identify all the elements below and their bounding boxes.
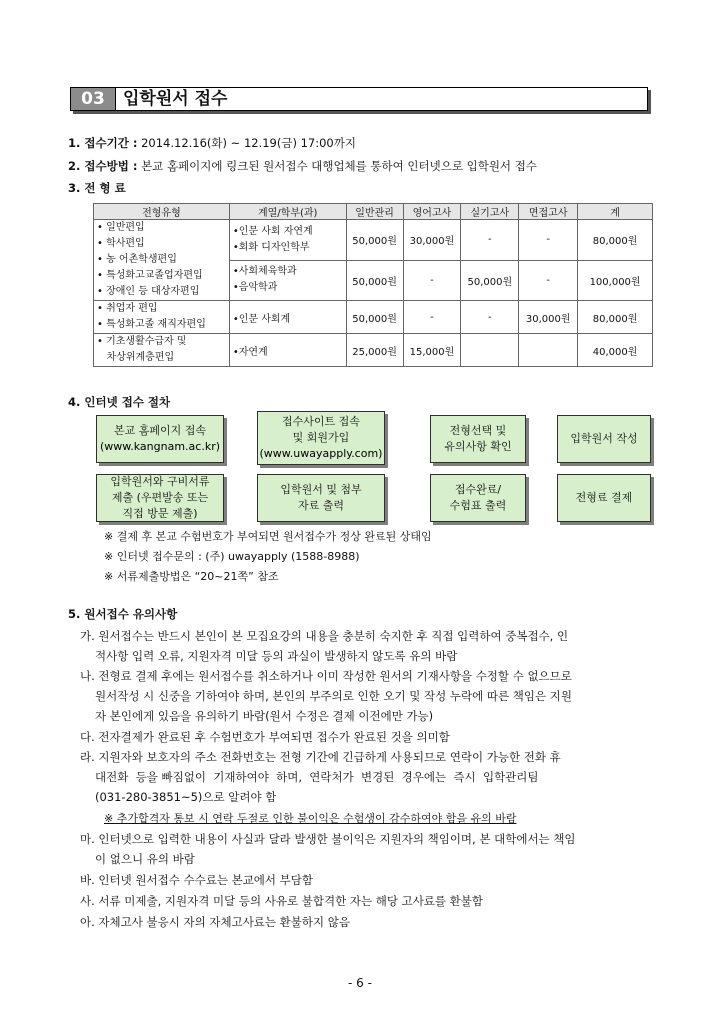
fee-cell <box>461 334 519 367</box>
caution-na-cont: 자 본인에게 있음을 유의하기 바람(원서 수정은 결제 이전에만 가능) <box>95 709 434 723</box>
flow-step-complete: 접수완료/ 수험표 출력 <box>430 474 526 522</box>
dept-cell: •인문 사회계 <box>229 301 346 334</box>
flow-note: ※ 서류제출방법은 “20~21쪽” 참조 <box>104 570 279 583</box>
fee-cell: 80,000원 <box>578 220 653 261</box>
caution-sa: 사. 서류 미제출, 지원자격 미달 등의 사유로 불합격한 자는 해당 고사료를 환불함 <box>80 894 484 908</box>
fee-cell: 80,000원 <box>578 301 653 334</box>
flow-step-select: 전형선택 및 유의사항 확인 <box>430 415 526 463</box>
fee-cell: 40,000원 <box>578 334 653 367</box>
page-number: - 6 - <box>348 976 372 990</box>
fee-cell <box>519 334 578 367</box>
table-header: 계 <box>578 204 653 220</box>
type-cell: • 취업자 편입 • 특성화고졸 재직자편입 <box>94 301 230 334</box>
period-line <box>68 135 356 151</box>
table-row <box>94 334 653 367</box>
table-row <box>94 301 653 334</box>
method-line <box>68 158 537 174</box>
fee-cell: - <box>461 301 519 334</box>
section-number: 03 <box>71 88 116 110</box>
fee-cell: 15,000원 <box>403 334 461 367</box>
fee-cell: - <box>519 260 578 301</box>
fee-cell: 50,000원 <box>346 260 403 301</box>
flow-note: ※ 인터넷 접수문의 : (주) uwayapply (1588-8988) <box>104 550 360 563</box>
period-label: 1. 접수기간 : <box>68 136 138 150</box>
flow-step-print: 입학원서 및 첨부 자료 출력 <box>257 474 385 522</box>
fee-cell: 50,000원 <box>346 301 403 334</box>
caution-ra-note: ※ 추가합격자 통보 시 연락 두절로 인한 불이익은 수험생이 감수하여야 함을 유의 바람 <box>104 812 517 825</box>
table-header: 실기고사 <box>461 204 519 220</box>
dept-cell: •사회체육학과 •음악학과 <box>229 260 346 301</box>
caution-ma-cont: 이 없으니 유의 바람 <box>95 852 195 866</box>
table-header: 일반관리 <box>346 204 403 220</box>
fee-cell: - <box>403 260 461 301</box>
caution-ra-cont: (031-280-3851~5)으로 알려야 함 <box>95 790 277 804</box>
caution-ga-cont: 적사항 입력 오류, 지원자격 미달 등의 과실이 발생하지 않도록 유의 바람 <box>95 649 458 663</box>
fee-cell: - <box>519 220 578 261</box>
table-header-row <box>94 204 653 220</box>
homepage-link[interactable]: (www.kangnam.ac.kr) <box>99 440 221 453</box>
fee-table <box>93 203 653 367</box>
method-value: 본교 홈페이지에 링크된 원서접수 대행업체를 통하여 인터넷으로 입학원서 접수 <box>141 159 537 173</box>
caution-ma: 마. 인터넷으로 입력한 내용이 사실과 달라 발생한 불이익은 지원자의 책임이며, 본 대학에서는 책임 <box>80 832 576 846</box>
section-title: 입학원서 접수 <box>123 89 228 109</box>
table-header: 계열/학부(과) <box>229 204 346 220</box>
fee-cell: - <box>461 220 519 261</box>
fee-cell: - <box>403 301 461 334</box>
fee-cell: 50,000원 <box>461 260 519 301</box>
fee-cell: 25,000원 <box>346 334 403 367</box>
caution-ra-cont: 대전화 등을 빠짐없이 기재하여야 하며, 연락처가 변경된 경우에는 즉시 입학관리팀 <box>95 770 539 784</box>
type-cell: • 일반편입 • 학사편입 • 농 어촌학생편입 • 특성화고교졸업자편입 • 장애인 등 대상자편입 <box>94 220 230 301</box>
dept-cell: •인문 사회 자연계 •회화 디자인학부 <box>229 220 346 261</box>
flow-note: ※ 결제 후 본교 수험번호가 부여되면 원서접수가 정상 완료된 상태임 <box>104 530 432 543</box>
table-header: 전형유형 <box>94 204 230 220</box>
caution-na: 나. 전형료 결제 후에는 원서접수를 취소하거나 이미 작성한 원서의 기재사항을 수정할 수 없으므로 <box>80 669 572 683</box>
flow-step-submit-docs: 입학원서와 구비서류 제출 (우편발송 또는 직접 방문 제출) <box>96 474 224 522</box>
caution-ga: 가. 원서접수는 반드시 본인이 본 모집요강의 내용을 충분히 숙지한 후 직접 입력하여 중복접수, 인 <box>80 629 569 643</box>
period-value: 2014.12.16(화) ~ 12.19(금) 17:00까지 <box>141 136 356 150</box>
table-header: 영어고사 <box>403 204 461 220</box>
flow-step-write: 입학원서 작성 <box>557 415 651 463</box>
caution-ba: 바. 인터넷 원서접수 수수료는 본교에서 부담함 <box>80 873 314 887</box>
flow-title: 4. 인터넷 접수 절차 <box>68 395 171 409</box>
caution-ra: 라. 지원자와 보호자의 주소 전화번호는 전형 기간에 긴급하게 사용되므로 연락이 가능한 전화 휴 <box>80 750 561 764</box>
fee-cell: 100,000원 <box>578 260 653 301</box>
section-header <box>70 87 648 111</box>
method-label: 2. 접수방법 : <box>68 159 138 173</box>
table-header: 면접고사 <box>519 204 578 220</box>
fee-title: 3. 전 형 료 <box>68 181 126 195</box>
dept-cell: •자연계 <box>229 334 346 367</box>
fee-cell: 30,000원 <box>519 301 578 334</box>
caution-na-cont: 원서작성 시 신중을 기하여야 하며, 본인의 부주의로 인한 오기 및 작성 누락에 따른 책임은 지원 <box>95 689 572 703</box>
fee-cell: 30,000원 <box>403 220 461 261</box>
fee-cell: 50,000원 <box>346 220 403 261</box>
caution-da: 다. 전자결제가 완료된 후 수험번호가 부여되면 접수가 완료된 것을 의미함 <box>80 730 450 744</box>
flow-step-signup: 접수사이트 접속 및 회원가입 (www.uwayapply.com) <box>257 411 385 465</box>
uwayapply-link[interactable]: (www.uwayapply.com) <box>259 447 383 460</box>
cautions-title: 5. 원서접수 유의사항 <box>68 607 178 621</box>
caution-a: 아. 자체고사 불응시 자의 자체고사료는 환불하지 않음 <box>80 915 350 929</box>
type-cell: • 기초생활수급자 및 차상위계층편입 <box>94 334 230 367</box>
flow-step-payment: 전형료 결제 <box>557 474 651 522</box>
flow-step-homepage: 본교 홈페이지 접속 (www.kangnam.ac.kr) <box>96 415 224 463</box>
table-row <box>94 220 653 261</box>
